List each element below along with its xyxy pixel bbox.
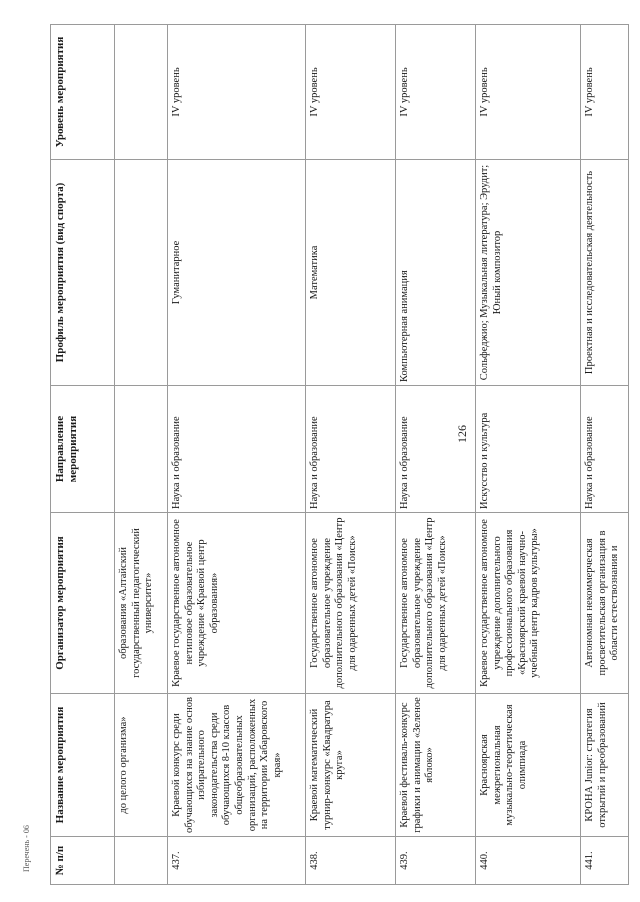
cell-event-name: Краевой фестиваль-конкурс графики и анимации «Зеленое яблоко» — [396, 694, 476, 837]
cell-profile: Сольфеджио; Музыкальная литература; Эрудит; Юный композитор — [476, 160, 581, 386]
header-level: Уровень мероприятия — [51, 25, 115, 160]
cell-level: IV уровень — [168, 25, 306, 160]
cell-direction: Искусство и культура — [476, 386, 581, 513]
cell-level — [115, 25, 168, 160]
cell-organizer: Краевое государственное автономное нетиповое образовательное учреждение «Краевой центр образования» — [168, 513, 306, 694]
cell-direction: Наука и образование — [306, 386, 396, 513]
cell-level: IV уровень — [581, 25, 629, 160]
table-row — [115, 25, 168, 885]
cell-organizer: Государственное автономное образовательное учреждение дополнительного образования «Центр для одаренных детей «Поиск» — [396, 513, 476, 694]
cell-direction — [115, 386, 168, 513]
cell-organizer: образования «Алтайский государственный педагогический университет» — [115, 513, 168, 694]
table-row — [581, 25, 629, 885]
table-header-row — [51, 25, 115, 885]
header-event-name: Название мероприятия — [51, 694, 115, 837]
cell-profile: Гуманитарное — [168, 160, 306, 386]
cell-number: 441. — [581, 837, 629, 885]
cell-event-name: КРОНА Junior: стратегия открытий и преобразований — [581, 694, 629, 837]
events-table — [50, 24, 629, 885]
cell-event-name: Краевой математический турнир-конкурс «Квадратура круга» — [306, 694, 396, 837]
table-row — [476, 25, 581, 885]
cell-profile: Компьютерная анимация — [396, 160, 476, 386]
cell-organizer: Автономная некоммерческая просветительская организация в области естествознания и — [581, 513, 629, 694]
cell-number: 437. — [168, 837, 306, 885]
cell-level: IV уровень — [306, 25, 396, 160]
table-row — [168, 25, 306, 885]
footer-note: Перечень - 06 — [22, 825, 31, 872]
header-organizer: Организатор мероприятия — [51, 513, 115, 694]
cell-event-name: Красноярская межрегиональная музыкально-теоретическая олимпиада — [476, 694, 581, 837]
cell-level: IV уровень — [396, 25, 476, 160]
cell-direction: Наука и образование — [396, 386, 476, 513]
cell-profile — [115, 160, 168, 386]
rotated-table-container — [50, 25, 621, 885]
cell-profile: Математика — [306, 160, 396, 386]
table-row — [306, 25, 396, 885]
cell-direction: Наука и образование — [581, 386, 629, 513]
cell-direction: Наука и образование — [168, 386, 306, 513]
cell-number — [115, 837, 168, 885]
cell-event-name: Краевой конкурс среди обучающихся на знание основ избирательного законодательства среди обучающихся 8-10 классов общеобразовательных организаций, расположенных на территории Хабаровского края» — [168, 694, 306, 837]
cell-organizer: Краевое государственное автономное учреждение дополнительного профессионального образования «Красноярский краевой научно-учебный центр кадров культуры» — [476, 513, 581, 694]
cell-organizer: Государственное автономное образовательное учреждение дополнительного образования «Центр для одаренных детей «Поиск» — [306, 513, 396, 694]
table-row — [396, 25, 476, 885]
header-direction: Направление мероприятия — [51, 386, 115, 513]
cell-number: 438. — [306, 837, 396, 885]
cell-profile: Проектная и исследовательская деятельность — [581, 160, 629, 386]
header-number: № п/п — [51, 837, 115, 885]
cell-event-name: до целого организма» — [115, 694, 168, 837]
header-profile: Профиль мероприятия (вид спорта) — [51, 160, 115, 386]
cell-level: IV уровень — [476, 25, 581, 160]
page-number: 126 — [455, 425, 469, 443]
cell-number: 439. — [396, 837, 476, 885]
cell-number: 440. — [476, 837, 581, 885]
